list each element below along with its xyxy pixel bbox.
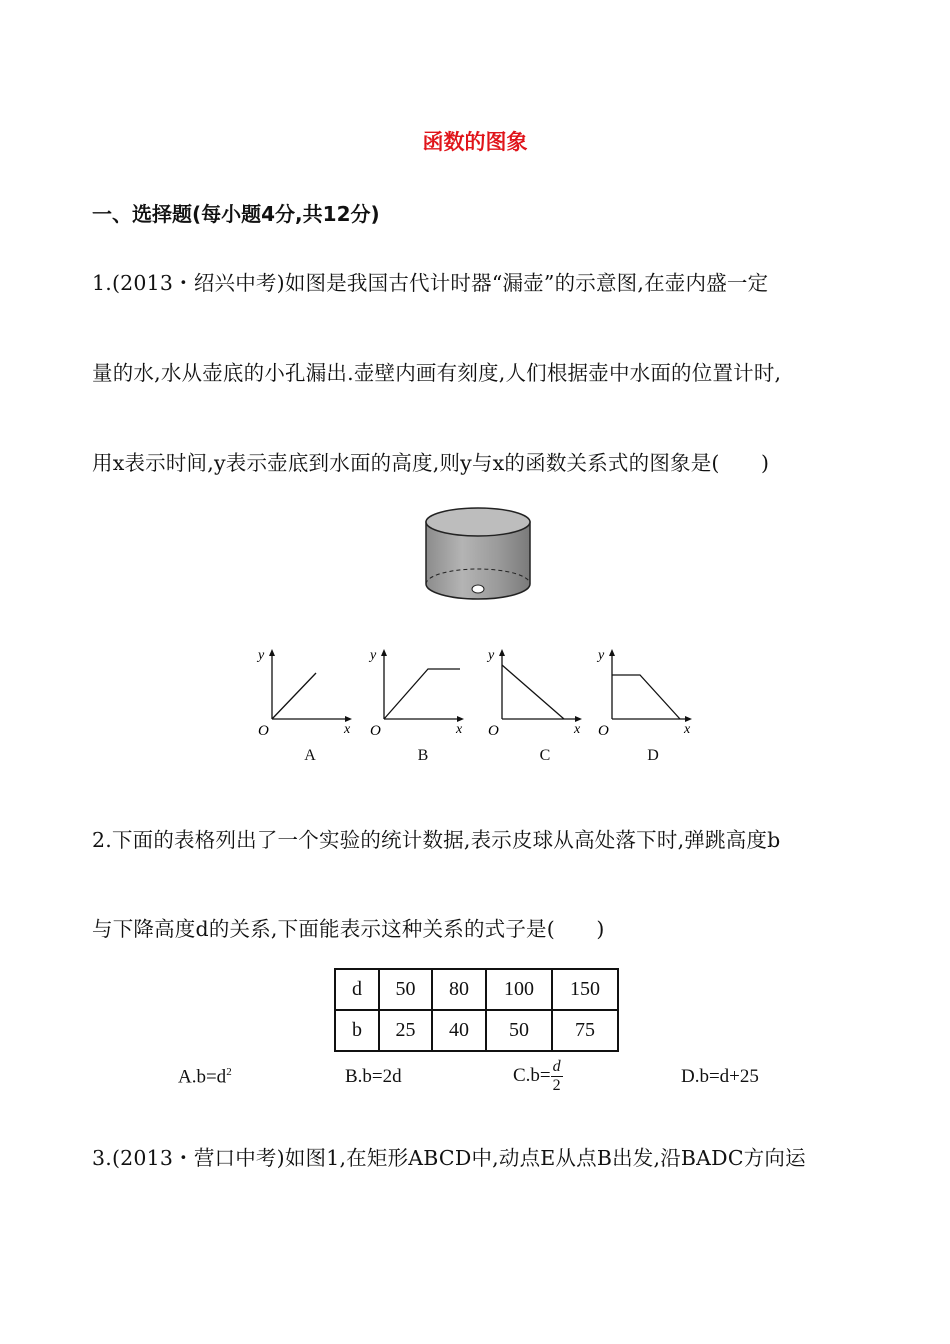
question-2-line-2: 与下降高度d的关系,下面能表示这种关系的式子是( ) (92, 917, 605, 941)
option-c-text: C.b= (513, 1064, 551, 1086)
table-row (335, 969, 618, 1010)
graph-c-caption: C (539, 747, 551, 764)
table-cell: 50 (486, 1010, 552, 1051)
table-cell: b (335, 1010, 379, 1051)
option-a-exponent: 2 (226, 1066, 232, 1078)
page-title: 函数的图象 (422, 130, 528, 154)
option-c-fraction (551, 1058, 563, 1095)
section-heading: 一、选择题(每小题4分,共12分) (92, 202, 380, 226)
graph-a-x-label: x (344, 722, 351, 737)
graph-d-y-label: y (598, 648, 605, 663)
data-table (334, 968, 619, 1052)
option-b: B.b=2d (345, 1066, 402, 1087)
table-cell: 40 (432, 1010, 486, 1051)
option-d: D.b=d+25 (681, 1066, 759, 1087)
question-1-line-2: 量的水,水从壶底的小孔漏出.壶壁内画有刻度,人们根据壶中水面的位置计时, (92, 361, 782, 385)
graph-b-origin: O (370, 723, 381, 739)
graph-a-y-label: y (258, 648, 265, 663)
option-a (178, 1066, 232, 1088)
cylinder-top (426, 508, 530, 536)
graph-b (368, 648, 464, 739)
drain-hole (472, 585, 484, 593)
option-c (513, 1058, 563, 1095)
graph-c-y-label: y (488, 648, 495, 663)
graph-b-caption: B (417, 747, 429, 764)
graph-d-origin: O (598, 723, 609, 739)
option-a-text: A.b=d (178, 1066, 227, 1088)
option-c-denominator: 2 (552, 1077, 561, 1094)
table-cell: d (335, 969, 379, 1010)
graph-b-y-label: y (370, 648, 377, 663)
table-cell: 75 (552, 1010, 618, 1051)
graph-d-x-label: x (684, 722, 691, 737)
table-cell: 50 (379, 969, 432, 1010)
question-1-line-3: 用x表示时间,y表示壶底到水面的高度,则y与x的函数关系式的图象是( ) (92, 451, 770, 475)
graph-a-caption: A (304, 747, 316, 764)
table-cell: 100 (486, 969, 552, 1010)
graph-a (256, 648, 352, 739)
table-cell: 25 (379, 1010, 432, 1051)
table-cell: 150 (552, 969, 618, 1010)
graph-c-origin: O (488, 723, 499, 739)
question-3-line-1: 3.(2013・营口中考)如图1,在矩形ABCD中,动点E从点B出发,沿BADC方向运 (92, 1146, 806, 1170)
table-cell: 80 (432, 969, 486, 1010)
table-row (335, 1010, 618, 1051)
graph-c-x-label: x (574, 722, 581, 737)
graph-a-origin: O (258, 723, 269, 739)
water-clock-figure (418, 500, 538, 610)
graph-d-caption: D (647, 747, 659, 764)
question-1-line-1: 1.(2013・绍兴中考)如图是我国古代计时器“漏壶”的示意图,在壶内盛一定 (92, 271, 769, 295)
option-c-numerator: d (552, 1058, 561, 1075)
graph-b-x-label: x (456, 722, 463, 737)
graph-c (486, 648, 582, 739)
question-2-line-1: 2.下面的表格列出了一个实验的统计数据,表示皮球从高处落下时,弹跳高度b (92, 828, 781, 852)
graph-d (596, 648, 692, 739)
